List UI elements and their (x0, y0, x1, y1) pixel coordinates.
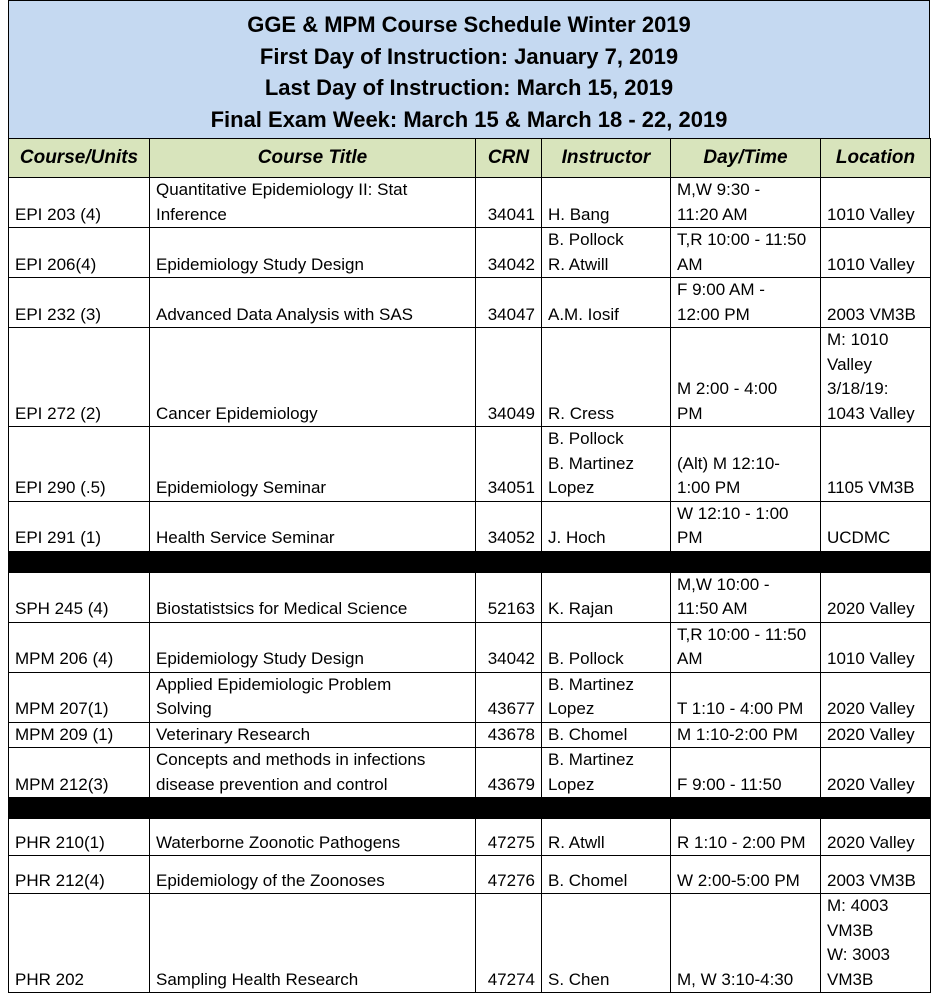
table-row (9, 672, 931, 722)
title-block (8, 0, 930, 138)
section-divider (9, 798, 931, 819)
cell-daytime (671, 427, 821, 502)
cell-instructor (542, 894, 671, 993)
cell-text: 43678 (487, 724, 535, 744)
cell-crn (476, 748, 542, 798)
cell-text: 2003 VM3B (827, 870, 916, 890)
cell-title (150, 228, 476, 278)
cell-text: Epidemiology Study Design (156, 649, 364, 668)
cell-text: M, W 3:10-4:30 (677, 969, 794, 989)
cell-daytime (671, 748, 821, 798)
cell-daytime (671, 501, 821, 551)
cell-text: 34052 (487, 528, 535, 547)
cell-text: 1105 VM3B (827, 478, 915, 497)
cell-text: 47274 (487, 969, 535, 989)
table-row (9, 894, 931, 993)
cell-location (821, 228, 931, 278)
cell-text: 34049 (487, 403, 535, 423)
cell-text: 12:00 PM (677, 304, 750, 324)
cell-text: B. Chomel (548, 724, 628, 744)
cell-course (9, 856, 150, 894)
cell-text: VM3B (827, 920, 874, 940)
cell-title (150, 894, 476, 993)
cell-text: 11:20 AM (677, 204, 748, 224)
cell-text: PM (677, 403, 703, 423)
cell-course (9, 722, 150, 748)
cell-text: F 9:00 - 11:50 (677, 774, 782, 794)
cell-crn (476, 278, 542, 328)
cell-text: Inference (156, 204, 227, 224)
cell-text: R. Atwll (548, 832, 605, 852)
col-header-crn: CRN (476, 139, 542, 178)
cell-text: 34042 (487, 649, 535, 668)
cell-text: Cancer Epidemiology (156, 403, 318, 423)
cell-text: (Alt) M 12:10- (677, 453, 780, 473)
cell-daytime (671, 328, 821, 427)
first-day-line: First Day of Instruction: January 7, 2019 (259, 43, 679, 69)
cell-daytime (671, 894, 821, 993)
cell-location (821, 178, 931, 228)
cell-title (150, 278, 476, 328)
table-row (9, 856, 931, 894)
cell-text: Lopez (548, 774, 595, 794)
col-header-location: Location (821, 139, 931, 178)
cell-daytime (671, 178, 821, 228)
cell-title (150, 501, 476, 551)
final-exam-line: Final Exam Week: March 15 & March 18 - 22, 2019 (210, 106, 728, 132)
schedule-table (8, 138, 931, 993)
cell-text: 47276 (487, 870, 535, 890)
cell-text: PHR 202 (15, 969, 84, 989)
cell-location (821, 278, 931, 328)
cell-course (9, 328, 150, 427)
cell-crn (476, 228, 542, 278)
cell-text: M: 1010 (827, 330, 889, 349)
cell-text: 43677 (487, 699, 535, 718)
cell-text: B. Chomel (548, 870, 628, 890)
cell-instructor (542, 856, 671, 894)
cell-text: PHR 210(1) (15, 832, 105, 852)
cell-daytime (671, 722, 821, 748)
cell-text: 2020 Valley (827, 774, 915, 794)
last-day-line: Last Day of Instruction: March 15, 2019 (264, 75, 674, 100)
cell-crn (476, 328, 542, 427)
schedule-body (9, 178, 931, 993)
cell-crn (476, 856, 542, 894)
cell-text: M 2:00 - 4:00 (677, 379, 778, 398)
schedule-sheet (8, 0, 930, 993)
cell-text: B. Martinez (548, 453, 634, 473)
cell-text: Quantitative Epidemiology II: Stat (156, 180, 408, 199)
cell-course (9, 622, 150, 672)
cell-text: 1010 Valley (827, 649, 915, 668)
cell-text: Veterinary Research (156, 724, 311, 744)
cell-text: Health Service Seminar (156, 528, 335, 547)
cell-text: 3/18/19: (827, 379, 889, 398)
cell-text: AM (677, 649, 703, 668)
cell-text: B. Martinez (548, 674, 634, 694)
cell-title (150, 722, 476, 748)
cell-text: PHR 212(4) (15, 870, 105, 890)
cell-text: B. Pollock (548, 649, 624, 668)
col-header-daytime: Day/Time (671, 139, 821, 178)
cell-location (821, 572, 931, 622)
cell-text: B. Martinez (548, 750, 634, 769)
cell-text: Valley (827, 354, 873, 374)
cell-text: EPI 290 (.5) (15, 478, 106, 497)
cell-text: Lopez (548, 478, 595, 497)
cell-text: M,W 10:00 - (677, 574, 770, 594)
cell-text: Epidemiology Seminar (156, 478, 327, 497)
cell-text: 11:50 AM (677, 599, 748, 618)
cell-text: 1010 Valley (827, 204, 915, 224)
cell-text: Advanced Data Analysis with SAS (156, 304, 414, 324)
cell-text: A.M. Iosif (548, 304, 619, 324)
cell-crn (476, 722, 542, 748)
cell-title (150, 672, 476, 722)
section-divider (9, 551, 931, 572)
cell-text: R. Cress (548, 403, 615, 423)
table-row (9, 819, 931, 856)
cell-text: MPM 206 (4) (15, 649, 114, 668)
cell-instructor (542, 672, 671, 722)
cell-daytime (671, 572, 821, 622)
col-header-course: Course/Units (9, 139, 150, 178)
cell-text: T,R 10:00 - 11:50 (677, 624, 807, 644)
cell-instructor (542, 427, 671, 502)
cell-crn (476, 501, 542, 551)
cell-text: M,W 9:30 - (677, 180, 761, 199)
cell-text: SPH 245 (4) (15, 599, 109, 618)
cell-text: 1:00 PM (677, 478, 741, 497)
cell-course (9, 427, 150, 502)
cell-daytime (671, 856, 821, 894)
cell-location (821, 427, 931, 502)
cell-location (821, 894, 931, 993)
table-row (9, 722, 931, 748)
cell-instructor (542, 572, 671, 622)
cell-text: T,R 10:00 - 11:50 (677, 230, 807, 249)
cell-text: T 1:10 - 4:00 PM (677, 699, 804, 718)
cell-location (821, 819, 931, 856)
cell-text: 34041 (487, 204, 535, 224)
cell-location (821, 722, 931, 748)
table-row (9, 328, 931, 427)
cell-text: MPM 209 (1) (15, 724, 114, 744)
cell-instructor (542, 178, 671, 228)
cell-text: W 12:10 - 1:00 (677, 503, 789, 523)
header-row (9, 139, 931, 178)
cell-text: F 9:00 AM - (677, 280, 765, 299)
cell-daytime (671, 672, 821, 722)
cell-instructor (542, 819, 671, 856)
cell-text: Applied Epidemiologic Problem (156, 674, 392, 694)
cell-text: EPI 206(4) (15, 254, 97, 274)
cell-crn (476, 427, 542, 502)
table-row (9, 427, 931, 502)
cell-text: J. Hoch (548, 528, 606, 547)
cell-location (821, 501, 931, 551)
table-row (9, 622, 931, 672)
cell-title (150, 856, 476, 894)
cell-text: W 2:00-5:00 PM (677, 870, 800, 890)
table-row (9, 278, 931, 328)
cell-text: EPI 272 (2) (15, 403, 101, 423)
cell-text: Concepts and methods in infections (156, 750, 426, 769)
cell-crn (476, 819, 542, 856)
table-row (9, 178, 931, 228)
cell-course (9, 819, 150, 856)
cell-text: H. Bang (548, 204, 610, 224)
cell-course (9, 672, 150, 722)
cell-location (821, 672, 931, 722)
cell-text: R 1:10 - 2:00 PM (677, 832, 806, 852)
cell-course (9, 178, 150, 228)
cell-daytime (671, 622, 821, 672)
cell-daytime (671, 819, 821, 856)
cell-text: EPI 232 (3) (15, 304, 101, 324)
cell-title (150, 427, 476, 502)
cell-course (9, 572, 150, 622)
cell-text: 34051 (487, 478, 535, 497)
cell-text: 47275 (487, 832, 535, 852)
cell-text: Lopez (548, 699, 595, 718)
cell-title (150, 178, 476, 228)
table-row (9, 501, 931, 551)
cell-text: 2020 Valley (827, 724, 915, 744)
cell-daytime (671, 228, 821, 278)
table-row (9, 748, 931, 798)
cell-location (821, 328, 931, 427)
cell-text: 1010 Valley (827, 254, 915, 274)
cell-text: AM (677, 254, 703, 274)
cell-text: 52163 (487, 599, 535, 618)
cell-instructor (542, 228, 671, 278)
cell-text: 34042 (487, 254, 535, 274)
cell-text: Waterborne Zoonotic Pathogens (156, 832, 401, 852)
cell-crn (476, 572, 542, 622)
cell-text: 2020 Valley (827, 699, 915, 718)
cell-location (821, 622, 931, 672)
cell-text: S. Chen (548, 969, 610, 989)
cell-text: PM (677, 528, 703, 547)
cell-text: disease prevention and control (156, 774, 388, 794)
cell-text: VM3B (827, 969, 874, 989)
cell-course (9, 278, 150, 328)
cell-text: MPM 207(1) (15, 699, 109, 718)
cell-text: Solving (156, 699, 212, 718)
cell-instructor (542, 328, 671, 427)
cell-daytime (671, 278, 821, 328)
cell-crn (476, 178, 542, 228)
cell-text: 1043 Valley (827, 403, 915, 423)
cell-course (9, 748, 150, 798)
cell-location (821, 748, 931, 798)
cell-location (821, 856, 931, 894)
cell-title (150, 328, 476, 427)
cell-text: M: 4003 (827, 896, 889, 915)
cell-text: 43679 (487, 774, 535, 794)
cell-text: B. Pollock (548, 429, 624, 448)
cell-course (9, 894, 150, 993)
cell-instructor (542, 501, 671, 551)
cell-text: Epidemiology Study Design (156, 254, 364, 274)
cell-crn (476, 894, 542, 993)
cell-text: M 1:10-2:00 PM (677, 724, 798, 744)
cell-text: EPI 203 (4) (15, 204, 101, 224)
cell-text: MPM 212(3) (15, 774, 109, 794)
cell-title (150, 748, 476, 798)
cell-text: Sampling Health Research (156, 969, 359, 989)
cell-instructor (542, 278, 671, 328)
col-header-instructor: Instructor (542, 139, 671, 178)
cell-text: 34047 (487, 304, 535, 324)
cell-instructor (542, 722, 671, 748)
cell-text: B. Pollock (548, 230, 624, 249)
cell-text: 2020 Valley (827, 599, 915, 618)
table-row (9, 572, 931, 622)
cell-text: Epidemiology of the Zoonoses (156, 870, 385, 890)
cell-text: W: 3003 (827, 945, 891, 964)
cell-crn (476, 622, 542, 672)
cell-title (150, 572, 476, 622)
cell-text: UCDMC (827, 528, 891, 547)
table-row (9, 228, 931, 278)
cell-course (9, 501, 150, 551)
cell-text: Biostatistsics for Medical Science (156, 599, 408, 618)
cell-course (9, 228, 150, 278)
cell-title (150, 819, 476, 856)
cell-text: R. Atwill (548, 254, 609, 274)
col-header-title: Course Title (150, 139, 476, 178)
cell-instructor (542, 622, 671, 672)
cell-crn (476, 672, 542, 722)
cell-text: 2003 VM3B (827, 304, 916, 324)
schedule-title: GGE & MPM Course Schedule Winter 2019 (247, 12, 691, 37)
cell-text: EPI 291 (1) (15, 528, 101, 547)
cell-instructor (542, 748, 671, 798)
cell-text: K. Rajan (548, 599, 614, 618)
cell-text: 2020 Valley (827, 832, 915, 852)
cell-title (150, 622, 476, 672)
